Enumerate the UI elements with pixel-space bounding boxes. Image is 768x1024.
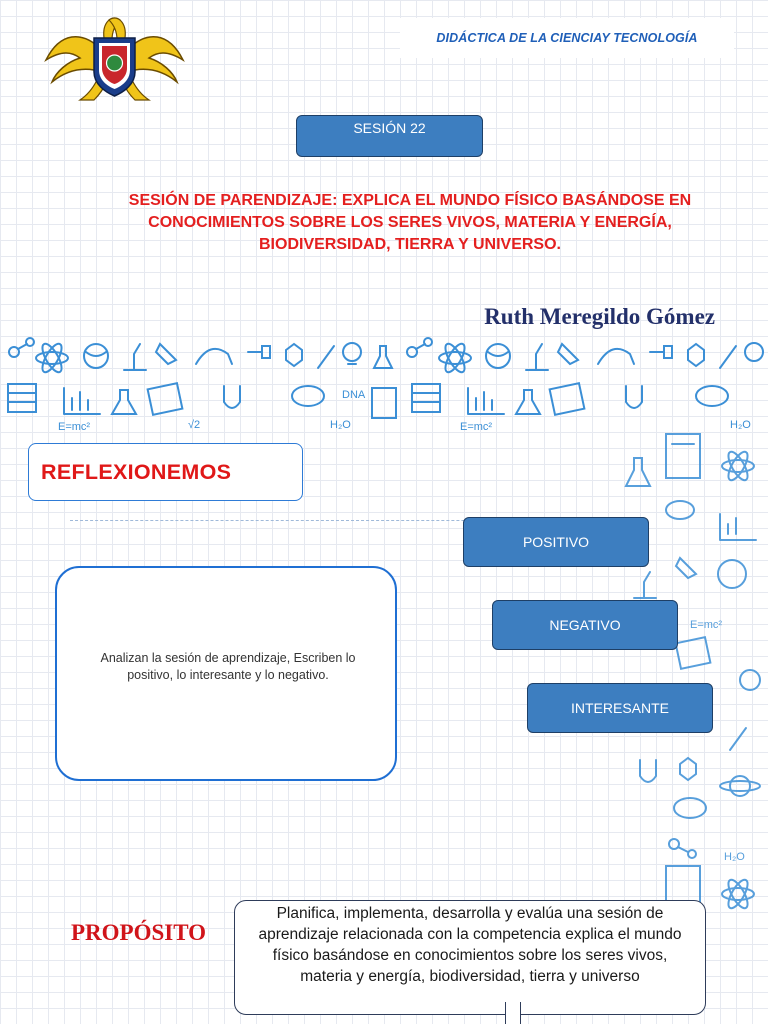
interesting-button[interactable] xyxy=(527,683,713,733)
beaker-icon xyxy=(516,390,540,414)
formula-emc2: E=mc² xyxy=(460,421,493,433)
dinosaur-icon xyxy=(598,349,634,364)
rocket-icon xyxy=(676,558,696,578)
session-badge-label: SESIÓN 22 xyxy=(353,120,426,136)
microscope-icon xyxy=(124,344,146,370)
molecule-icon xyxy=(407,338,432,357)
bar-chart-icon xyxy=(468,388,504,414)
water-label: H₂O xyxy=(330,419,351,431)
book-icon xyxy=(148,383,183,415)
molecule-icon xyxy=(669,839,696,858)
positive-button[interactable] xyxy=(463,517,649,567)
bar-chart-icon xyxy=(720,514,756,540)
atom-icon xyxy=(722,449,754,483)
molecule-icon xyxy=(9,338,34,357)
bulb-icon xyxy=(343,343,361,364)
microscope-icon xyxy=(634,572,656,598)
atom-icon xyxy=(439,341,471,375)
negative-button[interactable] xyxy=(492,600,678,650)
bacteria-icon xyxy=(666,501,694,519)
pipette-icon xyxy=(730,728,746,750)
science-doodle-band xyxy=(0,330,768,435)
atom-icon xyxy=(722,877,754,911)
book-icon xyxy=(550,383,585,415)
brain-icon xyxy=(696,386,728,406)
dinosaur-icon xyxy=(196,349,232,364)
water-label: H₂O xyxy=(724,851,745,863)
bar-chart-icon xyxy=(64,388,100,414)
bulb-icon xyxy=(740,670,760,690)
formula-emc2: E=mc² xyxy=(58,421,91,433)
magnet-icon xyxy=(626,386,642,408)
atom-icon xyxy=(36,341,68,375)
session-badge xyxy=(296,115,483,157)
calculator-icon xyxy=(666,434,700,478)
hexagon-molecule-icon xyxy=(680,758,696,780)
pipette-icon xyxy=(720,346,736,368)
session-title: SESIÓN DE PARENDIZAJE: EXPLICA EL MUNDO FÍSICO BASÁNDOSE EN CONOCIMIENTOS SOBRE LOS SERES VIVOS, MATERIA Y ENERGÍA, BIODIVERSIDAD, TIERRA Y UNIVERSO. xyxy=(128,192,692,253)
flask-icon xyxy=(626,458,650,486)
water-label: H₂O xyxy=(730,419,751,431)
abacus-icon xyxy=(412,384,440,412)
formula-emc2: E=mc² xyxy=(690,619,723,631)
plug-icon xyxy=(650,346,672,358)
course-title: DIDÁCTICA DE LA CIENCIAY TECNOLOGÍA xyxy=(436,31,698,45)
hexagon-molecule-icon xyxy=(286,344,302,366)
header-title-box xyxy=(400,18,734,58)
instruction-text: Analizan la sesión de aprendizaje, Escriben lo positivo, lo interesante y lo negativo. xyxy=(100,651,356,682)
beaker-icon xyxy=(112,390,136,414)
rocket-icon xyxy=(558,344,578,364)
abacus-icon xyxy=(8,384,36,412)
instruction-card xyxy=(55,566,397,781)
magnet-icon xyxy=(640,760,656,782)
purpose-label: PROPÓSITO xyxy=(71,920,207,945)
planet-icon xyxy=(720,776,760,796)
brain-icon xyxy=(674,798,706,818)
connector-strip xyxy=(505,1002,521,1024)
author-name: Ruth Meregildo Gómez xyxy=(484,304,715,329)
bulb-icon xyxy=(745,343,763,361)
book-icon xyxy=(676,637,711,669)
science-doodle-column xyxy=(620,430,768,930)
hexagon-molecule-icon xyxy=(688,344,704,366)
purpose-text: Planifica, implementa, desarrolla y evalúa una sesión de aprendizaje relacionada con la competencia explica el mundo físico basándose en conocimientos sobre los seres vivos, materia y energía, biodiversidad, tierra y universo xyxy=(234,900,706,1015)
sqrt-label: √2 xyxy=(188,419,201,431)
globe-icon xyxy=(84,344,108,368)
dna-label: DNA xyxy=(342,389,366,401)
interesting-button-label: INTERESANTE xyxy=(570,700,669,716)
globe-icon xyxy=(718,560,746,588)
university-logo xyxy=(42,10,187,105)
brain-icon xyxy=(292,386,324,406)
rocket-icon xyxy=(156,344,176,364)
negative-button-label: NEGATIVO xyxy=(549,617,621,633)
globe-icon xyxy=(486,344,510,368)
reflection-header-box xyxy=(28,443,303,501)
positive-button-label: POSITIVO xyxy=(522,534,590,550)
reflection-title: REFLEXIONEMOS xyxy=(41,459,232,484)
microscope-icon xyxy=(526,344,548,370)
flask-icon xyxy=(374,346,392,368)
pipette-icon xyxy=(318,346,334,368)
calculator-icon xyxy=(372,388,396,418)
plug-icon xyxy=(248,346,270,358)
magnet-icon xyxy=(224,386,240,408)
